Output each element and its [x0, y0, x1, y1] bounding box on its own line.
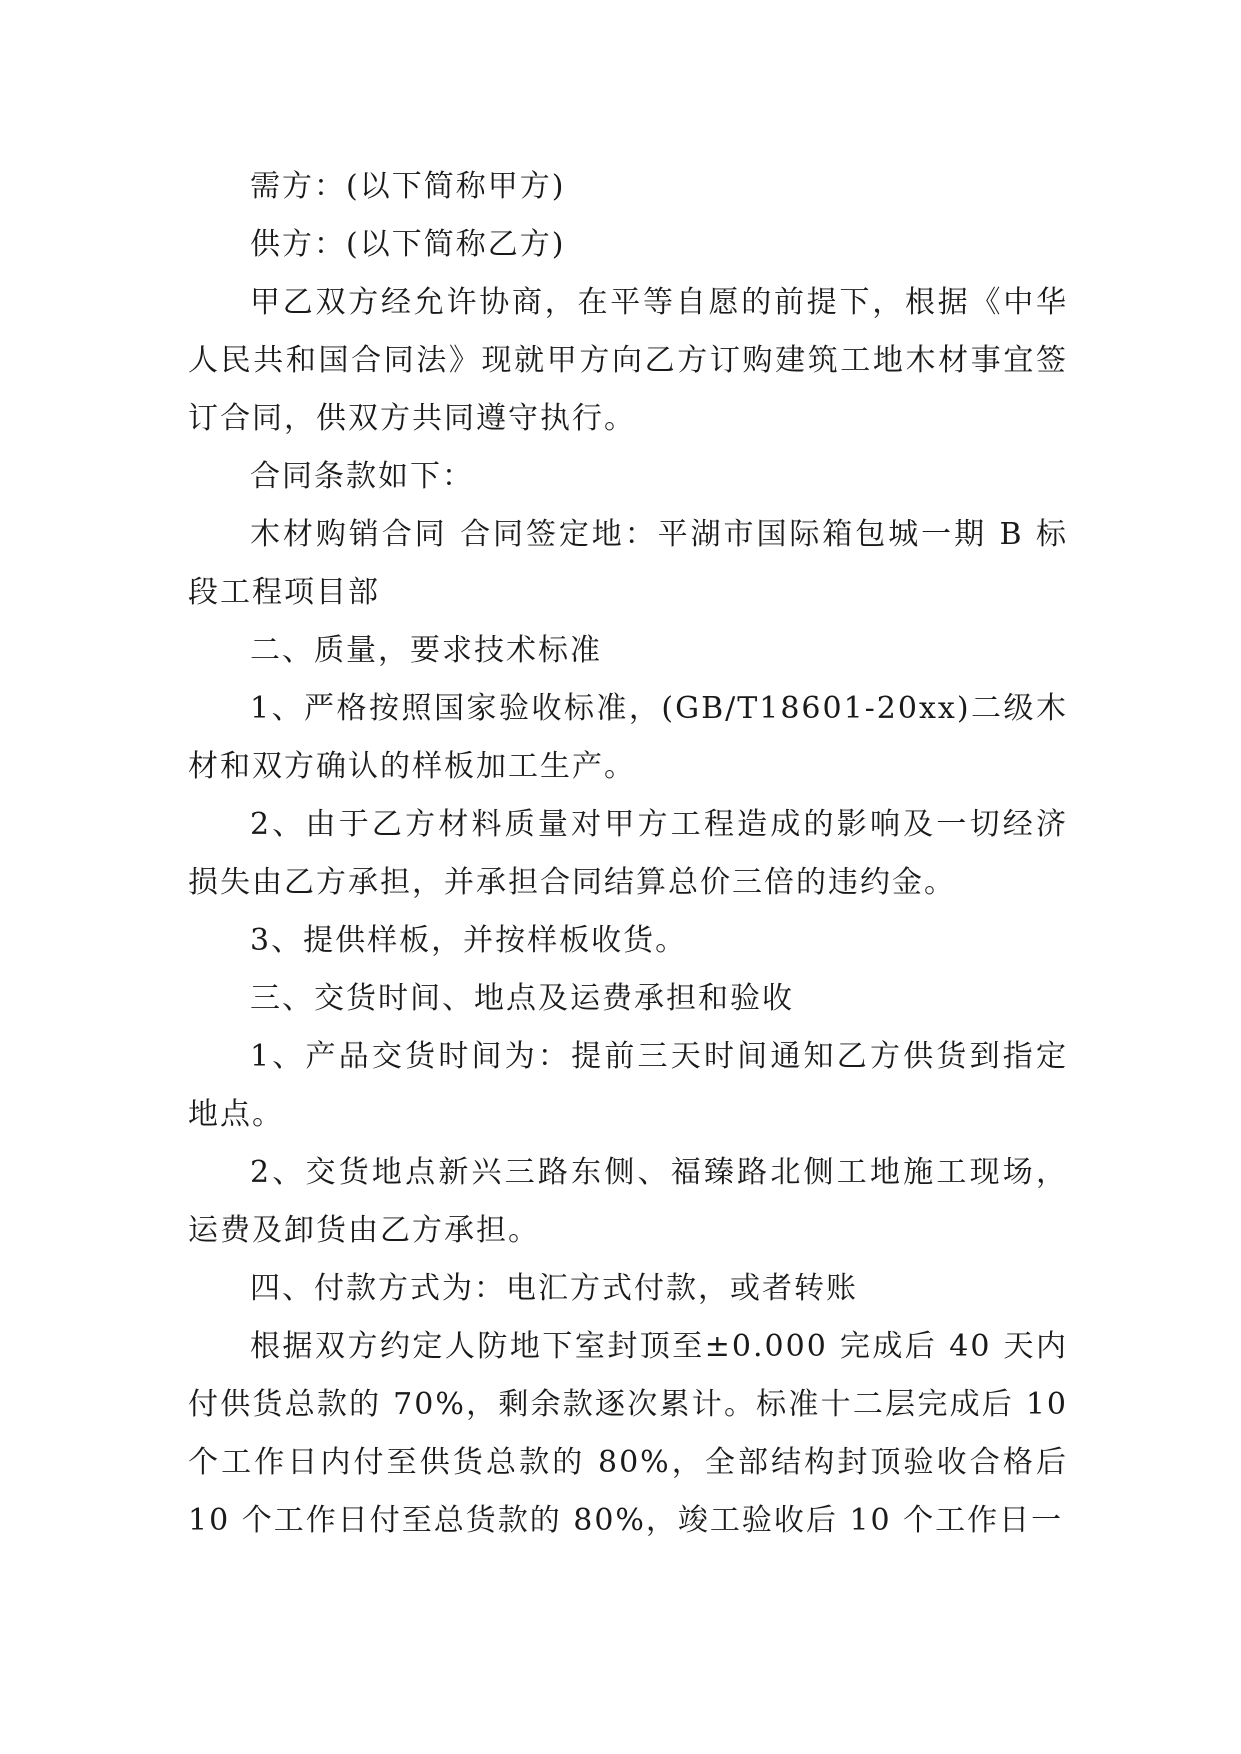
section-heading-quality: 二、质量，要求技术标准 — [250, 633, 602, 668]
paragraph-signing-place: 木材购销合同 合同签定地：平湖市国际箱包城一期 B 标段工程项目部 — [188, 517, 1068, 610]
paragraph-buyer: 需方：(以下简称甲方) — [250, 169, 566, 204]
paragraph-supplier: 供方：(以下简称乙方) — [250, 227, 566, 262]
paragraph-quality-2: 2、由于乙方材料质量对甲方工程造成的影响及一切经济损失由乙方承担，并承担合同结算总价三倍的违约金。 — [188, 807, 1068, 900]
section-heading-delivery: 三、交货时间、地点及运费承担和验收 — [250, 981, 794, 1016]
paragraph-payment-terms: 根据双方约定人防地下室封顶至±0.000 完成后 40 天内付供货总款的 70%，剩余款逐次累计。标准十二层完成后 10 个工作日内付至供货总款的 80%，全部结构封顶验收合格后 10 个工作日付至总货款的 80%，竣工验收后 10 个工作日一 — [188, 1329, 1068, 1538]
document-body — [188, 158, 1068, 1550]
paragraph-preamble: 甲乙双方经允许协商，在平等自愿的前提下，根据《中华人民共和国合同法》现就甲方向乙方订购建筑工地木材事宜签订合同，供双方共同遵守执行。 — [188, 285, 1068, 436]
paragraph-delivery-2: 2、交货地点新兴三路东侧、福臻路北侧工地施工现场，运费及卸货由乙方承担。 — [188, 1155, 1068, 1248]
paragraph-quality-3: 3、提供样板，并按样板收货。 — [250, 923, 688, 958]
paragraph-quality-1: 1、严格按照国家验收标准，(GB/T18601-20xx)二级木材和双方确认的样板加工生产。 — [188, 691, 1068, 784]
paragraph-delivery-1: 1、产品交货时间为：提前三天时间通知乙方供货到指定地点。 — [188, 1039, 1068, 1132]
section-heading-payment: 四、付款方式为：电汇方式付款，或者转账 — [250, 1271, 858, 1306]
paragraph-terms-intro: 合同条款如下： — [250, 459, 474, 494]
